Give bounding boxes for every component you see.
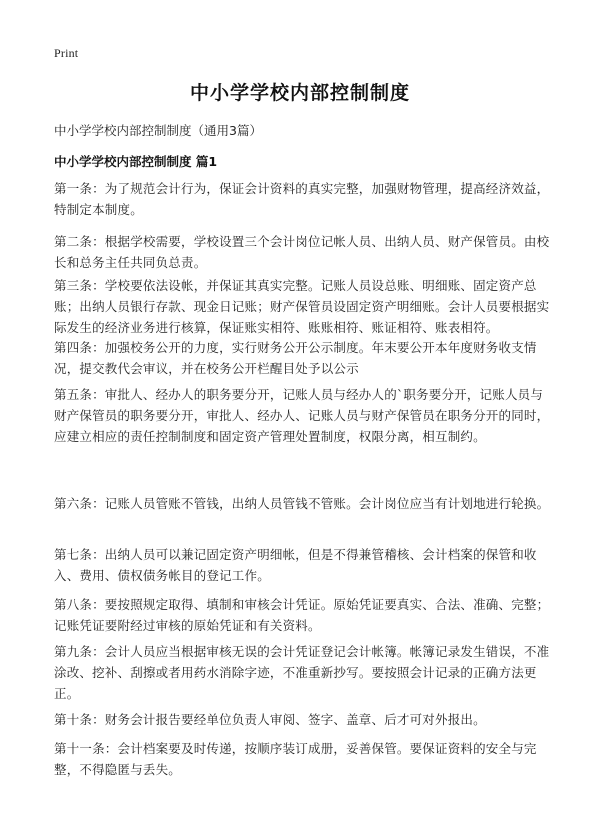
article-7: 第七条：出纳人员可以兼记固定资产明细帐，但是不得兼管稽核、会计档案的保管和收入、费用、债权债务帐目的登记工作。 [54, 547, 537, 583]
article-5: 第五条：审批人、经办人的职务要分开，记账人员与经办人的`职务要分开，记账人员与财产保管员的职务要分开，审批人、经办人、记账人员与财产保管员在职务分开的同时，应建立相应的责任控制制度和固定资产管理处置制度，权限分离，相互制约。 [54, 387, 550, 444]
article-1: 第一条：为了规范会计行为，保证会计资料的真实完整，加强财物管理，提高经济效益，特制定本制度。 [54, 181, 550, 217]
document-title: 中小学学校内部控制制度 [189, 82, 410, 104]
article-10: 第十条：财务会计报告要经单位负责人审阅、签字、盖章、后才可对外报出。 [54, 712, 486, 727]
section-heading: 中小学学校内部控制制度 篇1 [54, 154, 218, 169]
article-9: 第九条：会计人员应当根据审核无误的会计凭证登记会计帐簿。帐簿记录发生错误，不准涂改、挖补、刮擦或者用药水消除字迹，不准重新抄写。要按照会计记录的正确方法更正。 [54, 644, 550, 701]
article-2: 第二条：根据学校需要，学校设置三个会计岗位记帐人员、出纳人员、财产保管员。由校长和总务主任共同负总责。 [54, 234, 550, 270]
article-8: 第八条：要按照规定取得、填制和审核会计凭证。原始凭证要真实、合法、准确、完整；记账凭证要附经过审核的原始凭证和有关资料。 [54, 597, 550, 633]
article-4: 第四条：加强校务公开的力度，实行财务公开公示制度。年末要公开本年度财务收支情况，提交教代会审议，并在校务公开栏醒目处予以公示 [54, 340, 537, 376]
print-label: Print [54, 46, 79, 60]
article-3: 第三条：学校要依法设帐，并保证其真实完整。记账人员设总账、明细账、固定资产总账；出纳人员银行存款、现金日记账；财产保管员设固定资产明细账。会计人员要根据实际发生的经济业务进行核算，保证账实相符、账账相符、账证相符、账表相符。 [54, 278, 550, 335]
article-11: 第十一条：会计档案要及时传递，按顺序装订成册，妥善保管。要保证资料的安全与完整，不得隐匿与丢失。 [54, 741, 537, 777]
document-subtitle: 中小学学校内部控制制度（通用3篇） [54, 123, 262, 138]
article-6: 第六条：记账人员管账不管钱，出纳人员管钱不管账。会计岗位应当有计划地进行轮换。 [54, 496, 550, 511]
